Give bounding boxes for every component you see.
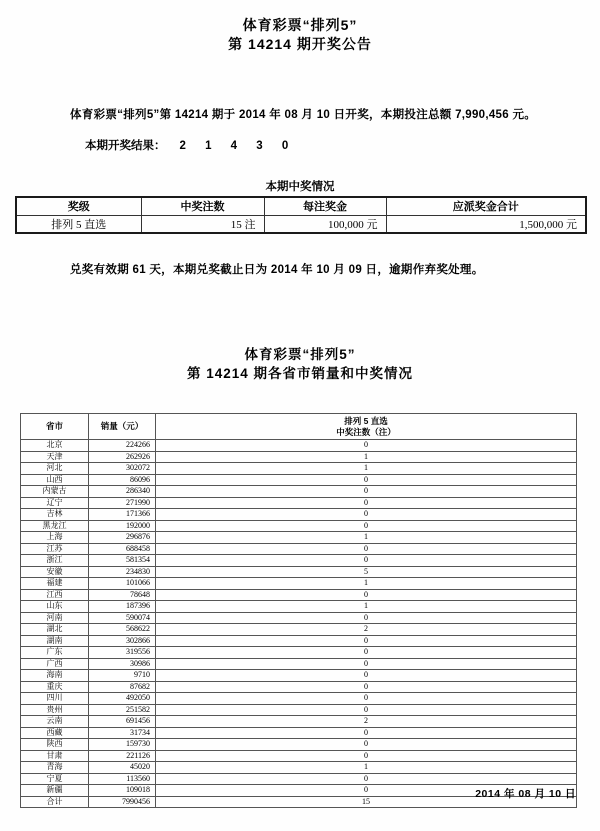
- header-province: 省市: [21, 414, 89, 440]
- province-sales-cell: 286340: [89, 486, 156, 498]
- prize-header-level: 奖级: [16, 197, 141, 215]
- province-row: [21, 681, 577, 693]
- province-sales-cell: 492050: [89, 693, 156, 705]
- province-sales-cell: 78648: [89, 589, 156, 601]
- province-wins-cell: 0: [156, 520, 577, 532]
- province-row: [21, 543, 577, 555]
- province-name-cell: 甘肃: [21, 750, 89, 762]
- draw-intro-text: 体育彩票“排列5”第 14214 期于 2014 年 08 月 10 日开奖，本期投注总额 7,990,456 元。: [70, 109, 537, 121]
- province-name-cell: 湖南: [21, 635, 89, 647]
- province-name-cell: 江苏: [21, 543, 89, 555]
- province-wins-cell: 0: [156, 727, 577, 739]
- draw-result-label: 本期开奖结果：: [85, 140, 166, 152]
- province-row: [21, 440, 577, 452]
- prize-table-title: 本期中奖情况: [265, 181, 335, 193]
- province-sales-cell: 319556: [89, 647, 156, 659]
- province-sales-cell: 159730: [89, 739, 156, 751]
- province-sales-cell: 224266: [89, 440, 156, 452]
- province-name-cell: 吉林: [21, 509, 89, 521]
- province-name-cell: 陕西: [21, 739, 89, 751]
- header-wins-line2: 中奖注数（注）: [336, 426, 396, 437]
- province-name-cell: 广西: [21, 658, 89, 670]
- province-sales-cell: 271990: [89, 497, 156, 509]
- province-wins-cell: 0: [156, 555, 577, 567]
- province-wins-cell: 0: [156, 509, 577, 521]
- province-wins-cell: 0: [156, 693, 577, 705]
- province-name-cell: 宁夏: [21, 773, 89, 785]
- province-wins-cell: 1: [156, 762, 577, 774]
- province-name-cell: 四川: [21, 693, 89, 705]
- prize-header-count: 中奖注数: [141, 197, 264, 215]
- province-row: [21, 693, 577, 705]
- province-wins-cell: 0: [156, 750, 577, 762]
- province-sales-cell: 87682: [89, 681, 156, 693]
- province-name-cell: 西藏: [21, 727, 89, 739]
- province-sales-cell: 171366: [89, 509, 156, 521]
- draw-result-line: [85, 137, 296, 153]
- province-row: [21, 658, 577, 670]
- province-row: [21, 670, 577, 682]
- page-title-line2: 第 14214 期开奖公告: [228, 36, 372, 52]
- prize-table: [15, 196, 587, 234]
- province-name-cell: 山西: [21, 474, 89, 486]
- document-date: 2014 年 08 月 10 日: [475, 788, 576, 800]
- province-name-cell: 辽宁: [21, 497, 89, 509]
- province-row: [21, 555, 577, 567]
- province-sales-cell: 113560: [89, 773, 156, 785]
- province-row: [21, 739, 577, 751]
- province-row: [21, 474, 577, 486]
- province-sales-cell: 691456: [89, 716, 156, 728]
- prize-count-cell: 15 注: [141, 215, 264, 233]
- province-wins-cell: 1: [156, 578, 577, 590]
- province-wins-cell: 0: [156, 704, 577, 716]
- total-wins-cell: 15: [156, 796, 577, 808]
- prize-header-each: 每注奖金: [264, 197, 386, 215]
- province-sales-cell: 581354: [89, 555, 156, 567]
- province-sales-cell: 688458: [89, 543, 156, 555]
- province-sales-cell: 30986: [89, 658, 156, 670]
- province-name-cell: 云南: [21, 716, 89, 728]
- province-wins-cell: 0: [156, 612, 577, 624]
- province-name-cell: 内蒙古: [21, 486, 89, 498]
- province-wins-cell: 2: [156, 716, 577, 728]
- province-name-cell: 北京: [21, 440, 89, 452]
- province-row: [21, 463, 577, 475]
- province-sales-cell: 251582: [89, 704, 156, 716]
- province-wins-cell: 0: [156, 474, 577, 486]
- province-row: [21, 532, 577, 544]
- prize-level-cell: 排列 5 直选: [16, 215, 141, 233]
- province-name-cell: 河南: [21, 612, 89, 624]
- province-wins-cell: 0: [156, 497, 577, 509]
- province-sales-cell: 86096: [89, 474, 156, 486]
- province-sales-cell: 590074: [89, 612, 156, 624]
- province-name-cell: 海南: [21, 670, 89, 682]
- province-name-cell: 福建: [21, 578, 89, 590]
- province-row: [21, 727, 577, 739]
- province-sales-cell: 192000: [89, 520, 156, 532]
- province-sales-cell: 187396: [89, 601, 156, 613]
- province-row: [21, 578, 577, 590]
- winning-numbers: 2 1 4 3 0: [179, 140, 297, 152]
- province-row: [21, 773, 577, 785]
- header-wins: [156, 414, 577, 440]
- province-sales-cell: 45020: [89, 762, 156, 774]
- province-name-cell: 广东: [21, 647, 89, 659]
- province-name-cell: 安徽: [21, 566, 89, 578]
- province-row: [21, 566, 577, 578]
- province-name-cell: 山东: [21, 601, 89, 613]
- province-sales-cell: 9710: [89, 670, 156, 682]
- province-table-header-row: [21, 414, 577, 440]
- province-sales-cell: 568622: [89, 624, 156, 636]
- province-wins-cell: 0: [156, 635, 577, 647]
- province-name-cell: 河北: [21, 463, 89, 475]
- province-wins-cell: 0: [156, 589, 577, 601]
- total-label-cell: 合计: [21, 796, 89, 808]
- province-sales-cell: 109018: [89, 785, 156, 797]
- total-sales-cell: 7990456: [89, 796, 156, 808]
- sales-section-title-line1: 体育彩票“排列5”: [244, 347, 356, 362]
- province-name-cell: 贵州: [21, 704, 89, 716]
- province-sales-cell: 296876: [89, 532, 156, 544]
- province-name-cell: 青海: [21, 762, 89, 774]
- header-wins-line1: 排列 5 直选: [344, 415, 388, 426]
- province-wins-cell: 0: [156, 440, 577, 452]
- province-row: [21, 520, 577, 532]
- province-wins-cell: 0: [156, 647, 577, 659]
- province-name-cell: 天津: [21, 451, 89, 463]
- redeem-deadline-note: 兑奖有效期 61 天，本期兑奖截止日为 2014 年 10 月 09 日，逾期作弃奖处理。: [70, 264, 484, 276]
- province-name-cell: 湖北: [21, 624, 89, 636]
- province-row: [21, 612, 577, 624]
- province-sales-cell: 221126: [89, 750, 156, 762]
- province-wins-cell: 5: [156, 566, 577, 578]
- province-name-cell: 上海: [21, 532, 89, 544]
- province-row: [21, 486, 577, 498]
- province-sales-cell: 101066: [89, 578, 156, 590]
- province-sales-cell: 302866: [89, 635, 156, 647]
- province-table-body: [21, 440, 577, 797]
- province-row: [21, 589, 577, 601]
- province-wins-cell: 0: [156, 773, 577, 785]
- province-wins-cell: 0: [156, 486, 577, 498]
- province-sales-cell: 302072: [89, 463, 156, 475]
- province-row: [21, 716, 577, 728]
- province-name-cell: 新疆: [21, 785, 89, 797]
- province-row: [21, 451, 577, 463]
- province-wins-cell: 1: [156, 451, 577, 463]
- province-wins-cell: 0: [156, 658, 577, 670]
- page-title-line1: 体育彩票“排列5”: [242, 17, 358, 33]
- province-wins-cell: 0: [156, 670, 577, 682]
- province-wins-cell: 1: [156, 601, 577, 613]
- province-wins-cell: 0: [156, 543, 577, 555]
- province-name-cell: 江西: [21, 589, 89, 601]
- province-row: [21, 762, 577, 774]
- province-row: [21, 647, 577, 659]
- province-wins-cell: 0: [156, 739, 577, 751]
- province-sales-cell: 234830: [89, 566, 156, 578]
- prize-table-header-row: [16, 197, 586, 215]
- province-row: [21, 509, 577, 521]
- prize-total-cell: 1,500,000 元: [386, 215, 586, 233]
- province-row: [21, 601, 577, 613]
- province-wins-cell: 0: [156, 681, 577, 693]
- province-sales-cell: 31734: [89, 727, 156, 739]
- prize-table-data-row: [16, 215, 586, 233]
- province-name-cell: 黑龙江: [21, 520, 89, 532]
- province-sales-cell: 262926: [89, 451, 156, 463]
- province-wins-cell: 0: [156, 785, 577, 797]
- sales-section-title-line2: 第 14214 期各省市销量和中奖情况: [186, 366, 414, 381]
- province-wins-cell: 1: [156, 463, 577, 475]
- province-wins-cell: 1: [156, 532, 577, 544]
- province-sales-table: [20, 413, 577, 808]
- header-sales: 销量（元）: [89, 414, 156, 440]
- province-row: [21, 750, 577, 762]
- province-row: [21, 635, 577, 647]
- prize-each-cell: 100,000 元: [264, 215, 386, 233]
- province-row: [21, 704, 577, 716]
- province-row: [21, 624, 577, 636]
- province-name-cell: 重庆: [21, 681, 89, 693]
- province-wins-cell: 2: [156, 624, 577, 636]
- province-name-cell: 浙江: [21, 555, 89, 567]
- prize-header-total: 应派奖金合计: [386, 197, 586, 215]
- province-row: [21, 497, 577, 509]
